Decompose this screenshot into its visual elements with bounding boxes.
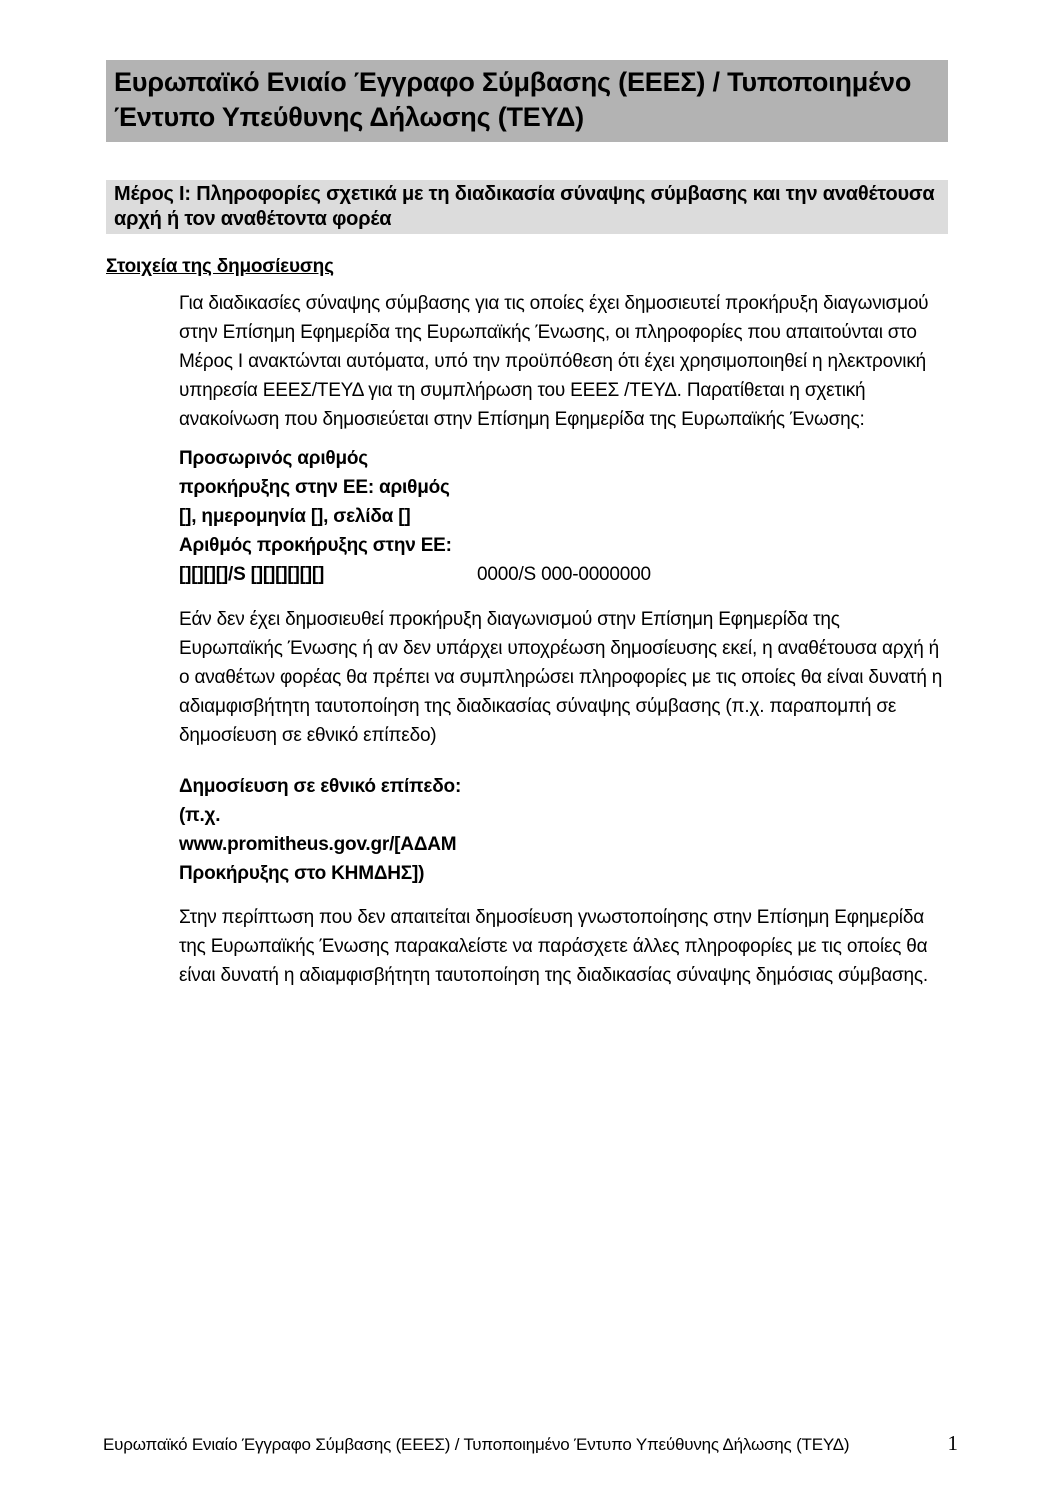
field-temp-notice-label-text: Προσωρινός αριθμός προκήρυξης στην ΕΕ: αριθμός [], ημερομηνία [], σελίδα [] <box>179 448 450 527</box>
field-eu-notice-label-text: Αριθμός προκήρυξης στην ΕΕ: [][][][]/S [][][][][][] <box>179 535 452 585</box>
part1-body <box>179 289 948 990</box>
national-info-paragraph: Στην περίπτωση που δεν απαιτείται δημοσίευση γνωστοποίησης στην Επίσημη Εφημερίδα της Ευρωπαϊκής Ένωσης παρακαλείστε να παράσχετε άλλες πληροφορίες με τις οποίες θα είναι δυνατή η αδιαμφισβήτητη ταυτοποίηση της διαδικασίας σύναψης δημόσιας σύμβασης. <box>179 907 928 986</box>
document-title-banner <box>106 60 948 142</box>
field-temp-notice-number <box>179 444 948 531</box>
document-content <box>106 0 948 990</box>
field-national-publication-label-text: Δημοσίευση σε εθνικό επίπεδο: (π.χ. www.promitheus.gov.gr/[ΑΔΑΜ Προκήρυξης στο ΚΗΜΔΗΣ]) <box>179 776 462 884</box>
publication-details-heading: Στοιχεία της δημοσίευσης <box>106 256 334 277</box>
field-eu-notice-label <box>179 531 477 589</box>
field-national-publication-label <box>179 772 477 888</box>
field-eu-notice-number <box>179 531 948 589</box>
no-publication-paragraph: Εάν δεν έχει δημοσιευθεί προκήρυξη διαγωνισμού στην Επίσημη Εφημερίδα της Ευρωπαϊκής Ένωσης ή αν δεν υπάρχει υποχρέωση δημοσίευσης εκεί, η αναθέτουσα αρχή ή ο αναθέτων φορέας θα πρέπει να συμπληρώσει πληροφορίες με τις οποίες θα είναι δυνατή η αδιαμφισβήτητη ταυτοποίηση της διαδικασίας σύναψης σύμβασης (π.χ. παραπομπή σε δημοσίευση σε εθνικό επίπεδο) <box>179 609 943 746</box>
footer-document-title: Ευρωπαϊκό Ενιαίο Έγγραφο Σύμβασης (ΕΕΕΣ) / Τυποποιημένο Έντυπο Υπεύθυνης Δήλωσης (ΤΕΥΔ) <box>103 1435 850 1454</box>
field-national-publication <box>179 772 948 888</box>
page-footer <box>103 1431 958 1456</box>
intro-paragraph: Για διαδικασίες σύναψης σύμβασης για τις οποίες έχει δημοσιευτεί προκήρυξη διαγωνισμού στην Επίσημη Εφημερίδα της Ευρωπαϊκής Ένωσης, οι πληροφορίες που απαιτούνται στο Μέρος Ι ανακτώνται αυτόματα, υπό την προϋπόθεση ότι έχει χρησιμοποιηθεί η ηλεκτρονική υπηρεσία ΕΕΕΣ/ΤΕΥΔ για τη συμπλήρωση του ΕΕΕΣ /ΤΕΥΔ. Παρατίθεται η σχετική ανακοίνωση που δημοσιεύεται στην Επίσημη Εφημερίδα της Ευρωπαϊκής Ένωσης: <box>179 293 929 430</box>
footer-page-number: 1 <box>947 1431 958 1455</box>
part1-header-banner <box>106 180 948 234</box>
document-title: Ευρωπαϊκό Ενιαίο Έγγραφο Σύμβασης (ΕΕΕΣ) / Τυποποιημένο Έντυπο Υπεύθυνης Δήλωσης (ΤΕΥΔ) <box>114 67 912 132</box>
notice-fields <box>179 444 948 589</box>
part1-header: Μέρος Ι: Πληροφορίες σχετικά με τη διαδικασία σύναψης σύμβασης και την αναθέτουσα αρχή ή τον αναθέτοντα φορέα <box>114 183 935 230</box>
field-eu-notice-value: 0000/S 000-0000000 <box>477 564 651 585</box>
field-temp-notice-label <box>179 444 477 531</box>
